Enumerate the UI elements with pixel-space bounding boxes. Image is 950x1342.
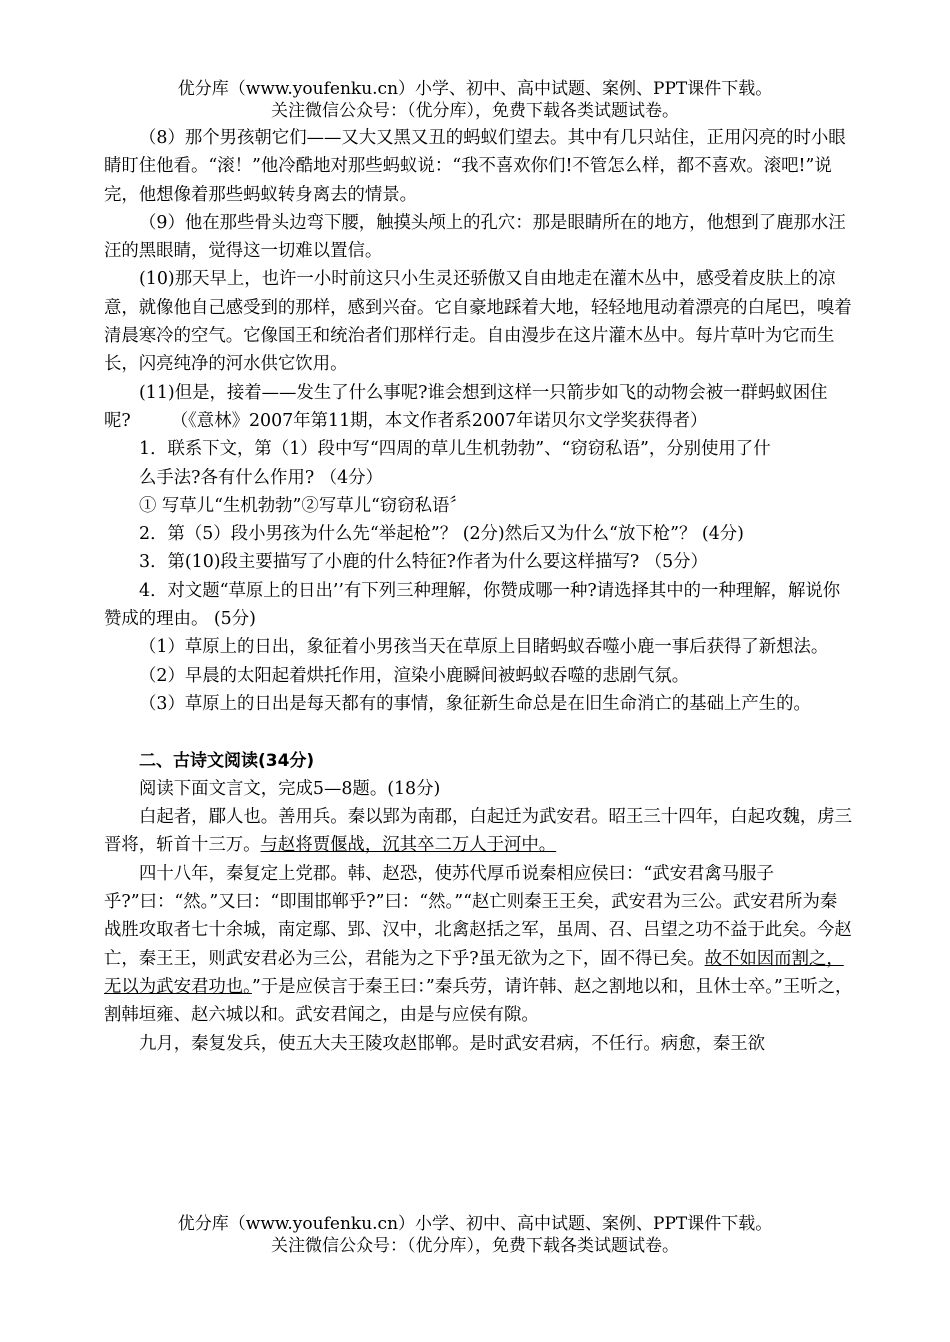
question-1: 1．联系下文，第（1）段中写“四周的草儿生机勃勃”、“窃窃私语”，分别使用了什 <box>139 439 771 460</box>
question-4-option-3: （3）草原上的日出是每天都有的事情，象征新生命总是在旧生命消亡的基础上产生的。 <box>139 693 811 714</box>
page-footer <box>0 1213 950 1257</box>
document-body <box>104 124 854 1058</box>
classical-paragraph-2 <box>104 860 854 1030</box>
classical-paragraph-1 <box>104 803 854 860</box>
question-2: 2．第（5）段小男孩为什么先“举起枪”？ (2分)然后又为什么“放下枪”？ (4分) <box>139 524 744 545</box>
page-header <box>0 78 950 122</box>
section-gap <box>104 718 854 746</box>
question-4-option-1: （1）草原上的日出，象征着小男孩当天在草原上目睹蚂蚁吞噬小鹿一事后获得了新想法。 <box>139 637 829 658</box>
paragraph-10: (10)那天早上，也许一小时前这只小生灵还骄傲又自由地走在灌木丛中，感受着皮肤上的凉意，就像他自己感受到的那样，感到兴奋。它自豪地踩着大地，轻轻地甩动着漂亮的白尾巴，嗅着清晨寒冷的空气。它像国王和统治者们那样行走。自由漫步在这片灌木丛中。每片草叶为它而生长，闪亮纯净的河水供它饮用。 <box>104 269 852 375</box>
question-3: 3．第(10)段主要描写了小鹿的什么特征?作者为什么要这样描写? （5分） <box>139 552 708 573</box>
header-line-1: 优分库（www.youfenku.cn）小学、初中、高中试题、案例、PPT课件下载。 <box>177 79 773 99</box>
paragraph-9: （9）他在那些骨头边弯下腰，触摸头颅上的孔穴：那是眼睛所在的地方，他想到了鹿那水汪汪的黑眼睛，觉得这一切难以置信。 <box>104 212 846 262</box>
paragraph-8: （8）那个男孩朝它们——又大又黑又丑的蚂蚁们望去。其中有几只站住，正用闪亮的时小眼睛盯住他看。“滚！”他冷酷地对那些蚂蚁说：“我不喜欢你们!不管怎么样，都不喜欢。滚吧!”说完，他想像着那些蚂蚁转身离去的情景。 <box>104 128 846 205</box>
source-citation: （《意林》2007年第11期，本文作者系2007年诺贝尔文学奖获得者） <box>170 410 708 431</box>
question-4: 4．对文题“草原上的日出’’有下列三种理解，你赞成哪一种?请选择其中的一种理解，解说你赞成的理由。 (5分) <box>104 580 841 630</box>
paragraph-11-text: (11)但是，接着——发生了什么事呢?谁会想到这样一只箭步如飞的动物会被一群蚂蚁困住呢? <box>104 382 828 431</box>
section-2-heading: 二、古诗文阅读(34分) <box>139 750 315 771</box>
question-1-options: ① 写草儿“生机勃勃”②写草儿“窃窃私语〞 <box>139 495 467 516</box>
underlined-sentence-2: 故不如因而割之，无以为武安君功也。 <box>104 948 844 997</box>
classical-paragraph-2-text: 四十八年，秦复定上党郡。韩、赵恐，使苏代厚币说秦相应侯曰：“武安君禽马服子乎?”曰：“然。”又曰：“即围邯郸乎?”曰：“然。”“赵亡则秦王王矣，武安君为三公。武安君所为秦战胜攻取者七十余城，南定鄢、郢、汉中，北禽赵括之军，虽周、召、吕望之功不益于此矣。今赵亡，秦王王，则武安君必为三公，君能为之下乎?虽无欲为之下，固不得已矣。 <box>104 863 852 969</box>
section-2-intro: 阅读下面文言文，完成5—8题。(18分) <box>139 778 441 799</box>
classical-paragraph-3: 九月，秦复发兵，使五大夫王陵攻赵邯郸。是时武安君病，不任行。病愈，秦王欲 <box>139 1033 766 1054</box>
classical-paragraph-2-text-end: ”于是应侯言于秦王曰：”秦兵劳，请许韩、赵之割地以和，且休士卒。”王听之，割韩垣雍、赵六城以和。武安君闻之，由是与应侯有隙。 <box>104 976 853 1026</box>
underlined-sentence-1: 与赵将贾偃战，沉其卒二万人于河中。 <box>260 835 557 856</box>
header-line-2: 关注微信公众号：（优分库），免费下载各类试题试卷。 <box>271 101 679 121</box>
question-4-option-2: （2）早晨的太阳起着烘托作用，渲染小鹿瞬间被蚂蚁吞噬的悲剧气氛。 <box>139 665 690 686</box>
classical-paragraph-1-text: 白起者，郿人也。善用兵。秦以郢为南郡，白起迁为武安君。昭王三十四年，白起攻魏，虏三晋将，斩首十三万。 <box>104 807 853 856</box>
question-1-cont: 么手法?各有什么作用? （4分） <box>139 467 383 488</box>
footer-line-1: 优分库（www.youfenku.cn）小学、初中、高中试题、案例、PPT课件下载。 <box>177 1214 773 1234</box>
footer-line-2: 关注微信公众号：（优分库），免费下载各类试题试卷。 <box>271 1236 679 1256</box>
paragraph-11 <box>104 379 854 436</box>
